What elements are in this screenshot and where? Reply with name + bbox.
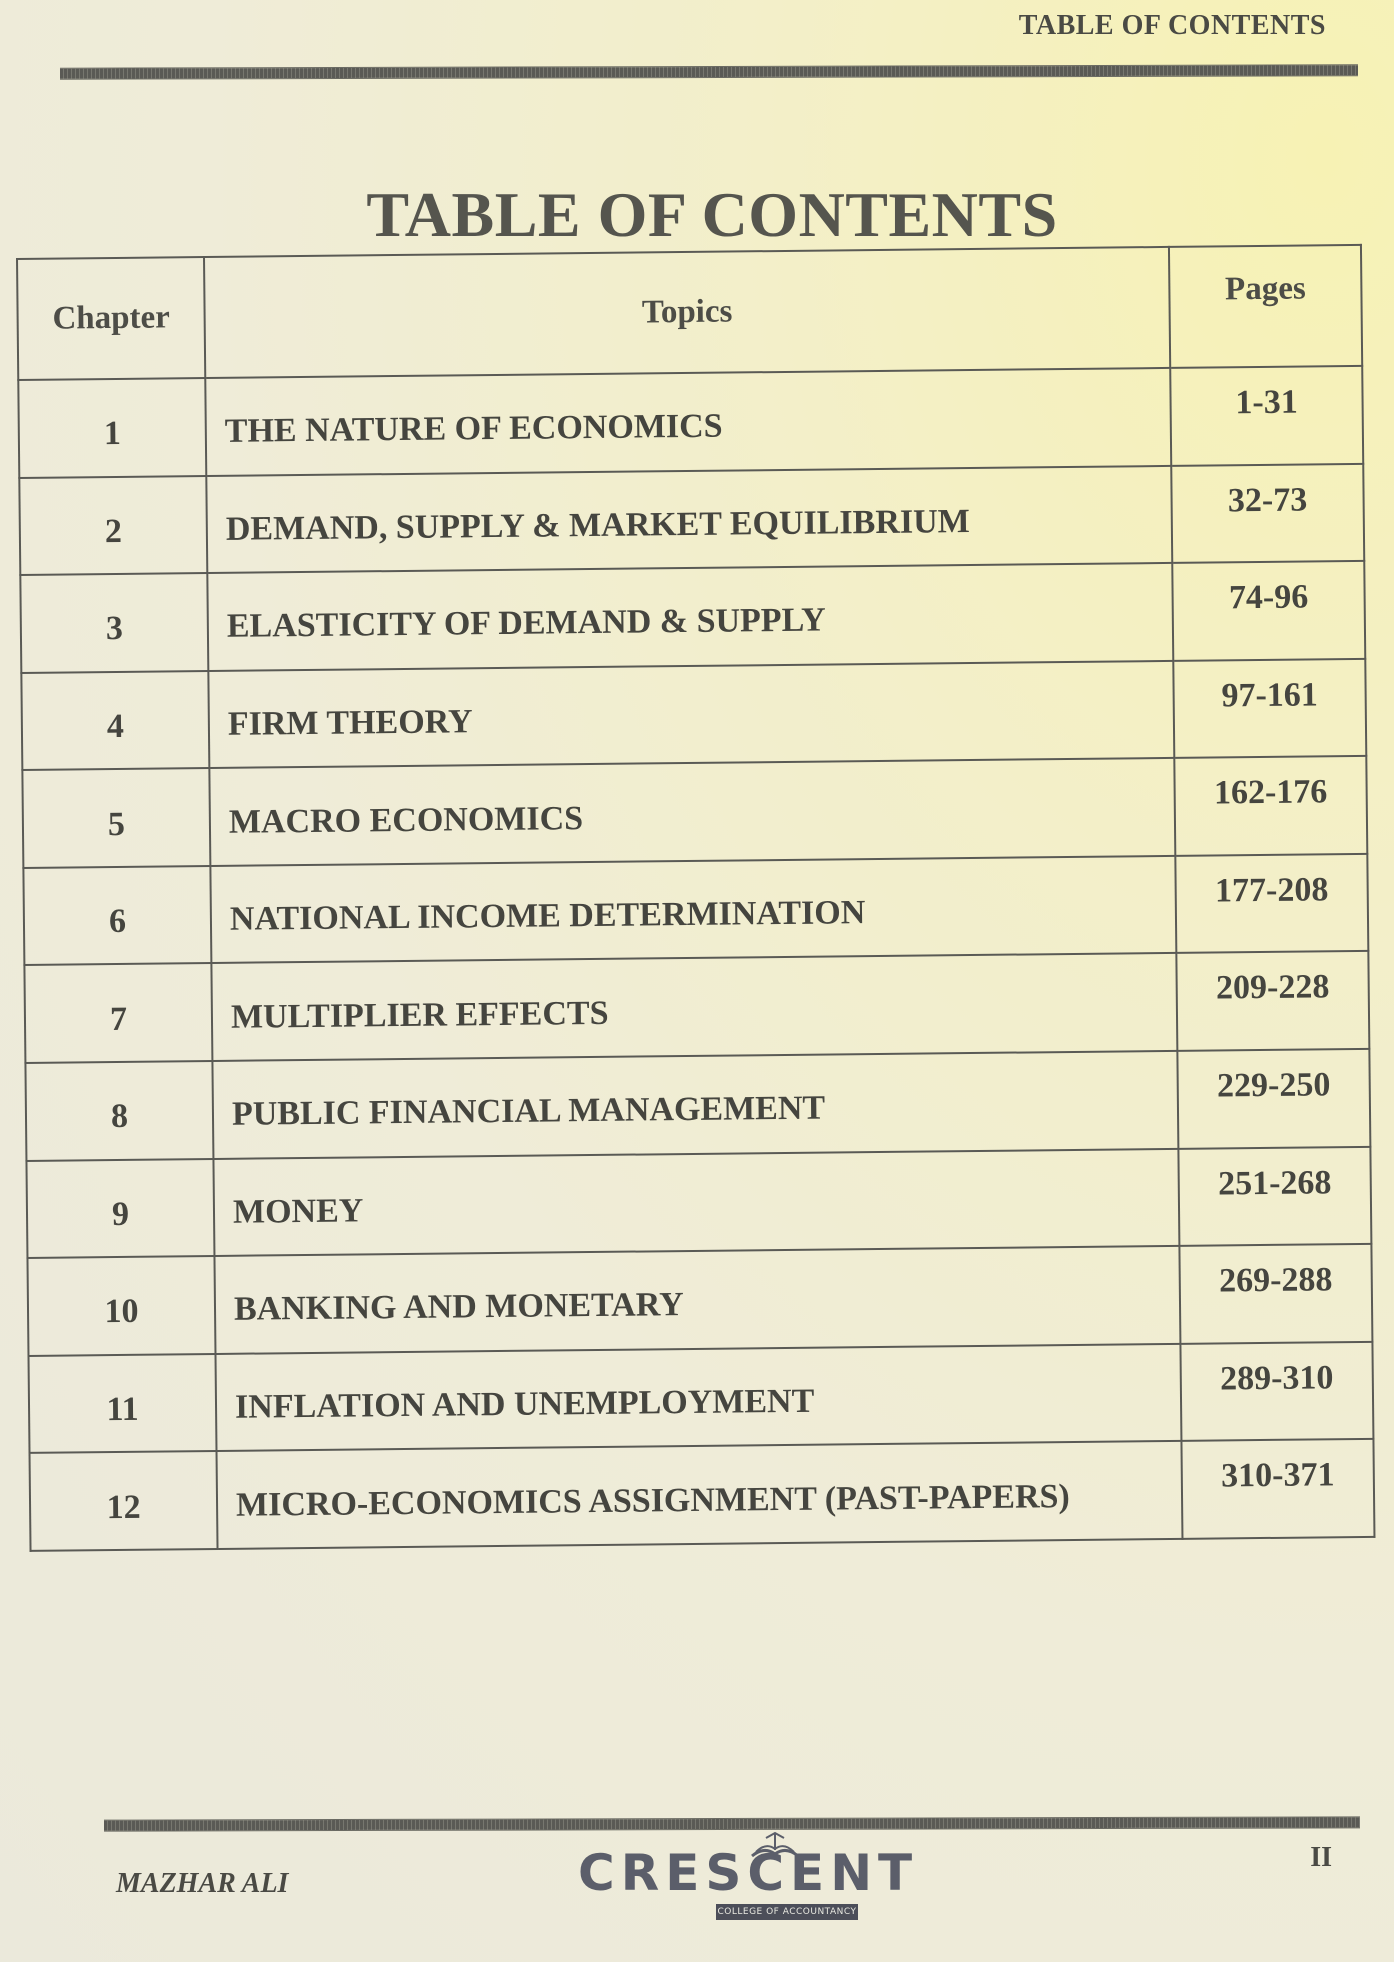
chapter-number: 2 — [19, 476, 207, 576]
topic-title: MONEY — [213, 1149, 1179, 1257]
table-row — [20, 561, 1365, 673]
table-row — [19, 463, 1364, 575]
chapter-number: 5 — [22, 768, 210, 868]
page-range: 32-73 — [1171, 463, 1364, 563]
logo-subtitle: COLLEGE OF ACCOUNTANCY — [716, 1904, 858, 1920]
page-range: 1-31 — [1170, 366, 1363, 466]
footer-rule — [104, 1816, 1360, 1831]
topic-title: PUBLIC FINANCIAL MANAGEMENT — [212, 1051, 1178, 1159]
table-row — [24, 951, 1369, 1063]
page-range: 177-208 — [1175, 854, 1368, 954]
chapter-number: 4 — [21, 671, 209, 771]
table-header-row — [17, 245, 1362, 380]
table-row — [26, 1146, 1371, 1258]
topic-title: INFLATION AND UNEMPLOYMENT — [215, 1344, 1181, 1452]
toc-table — [16, 244, 1375, 1552]
chapter-number: 3 — [20, 573, 208, 673]
table-row — [28, 1342, 1373, 1454]
page-range: 74-96 — [1172, 561, 1365, 661]
topic-title: DEMAND, SUPPLY & MARKET EQUILIBRIUM — [206, 465, 1172, 573]
topic-title: MACRO ECONOMICS — [209, 758, 1175, 866]
table-row — [23, 854, 1368, 966]
page-range: 289-310 — [1180, 1342, 1373, 1442]
page-range: 209-228 — [1176, 951, 1369, 1051]
table-row — [21, 659, 1366, 771]
chapter-number: 1 — [18, 378, 206, 478]
chapter-number: 10 — [27, 1256, 215, 1356]
running-head: TABLE OF CONTENTS — [1018, 10, 1326, 41]
header-rule — [60, 64, 1358, 79]
page-range: 97-161 — [1173, 659, 1366, 759]
chapter-number: 9 — [26, 1159, 214, 1259]
table-row — [18, 366, 1363, 478]
footer-author: MAZHAR ALI — [116, 1868, 289, 1899]
topic-title: BANKING AND MONETARY — [214, 1246, 1180, 1354]
header-chapter: Chapter — [17, 257, 205, 380]
chapter-number: 7 — [24, 963, 212, 1063]
page-range: 229-250 — [1177, 1049, 1370, 1149]
topic-title: NATIONAL INCOME DETERMINATION — [210, 856, 1176, 964]
topic-title: THE NATURE OF ECONOMICS — [205, 368, 1171, 476]
page-range: 251-268 — [1178, 1146, 1371, 1246]
page-range: 162-176 — [1174, 756, 1367, 856]
table-row — [27, 1244, 1372, 1356]
topic-title: MICRO-ECONOMICS ASSIGNMENT (PAST-PAPERS) — [217, 1441, 1183, 1549]
chapter-number: 6 — [23, 866, 211, 966]
chapter-number: 12 — [30, 1451, 218, 1551]
topic-title: ELASTICITY OF DEMAND & SUPPLY — [207, 563, 1173, 671]
page-range: 269-288 — [1179, 1244, 1372, 1344]
page-range: 310-371 — [1181, 1439, 1374, 1539]
header-topics: Topics — [204, 247, 1170, 378]
chapter-number: 11 — [28, 1354, 216, 1454]
page-title: TABLE OF CONTENTS — [366, 179, 1058, 250]
topic-title: MULTIPLIER EFFECTS — [211, 953, 1177, 1061]
toc-table-container — [16, 244, 1375, 1552]
topic-title: FIRM THEORY — [208, 661, 1174, 769]
header-pages: Pages — [1169, 245, 1362, 368]
chapter-number: 8 — [25, 1061, 213, 1161]
page-number: II — [1310, 1842, 1332, 1873]
table-row — [22, 756, 1367, 868]
table-row — [30, 1439, 1375, 1551]
logo-wordmark: CRESCENT — [578, 1844, 919, 1902]
crescent-logo — [578, 1832, 919, 1932]
table-row — [25, 1049, 1370, 1161]
